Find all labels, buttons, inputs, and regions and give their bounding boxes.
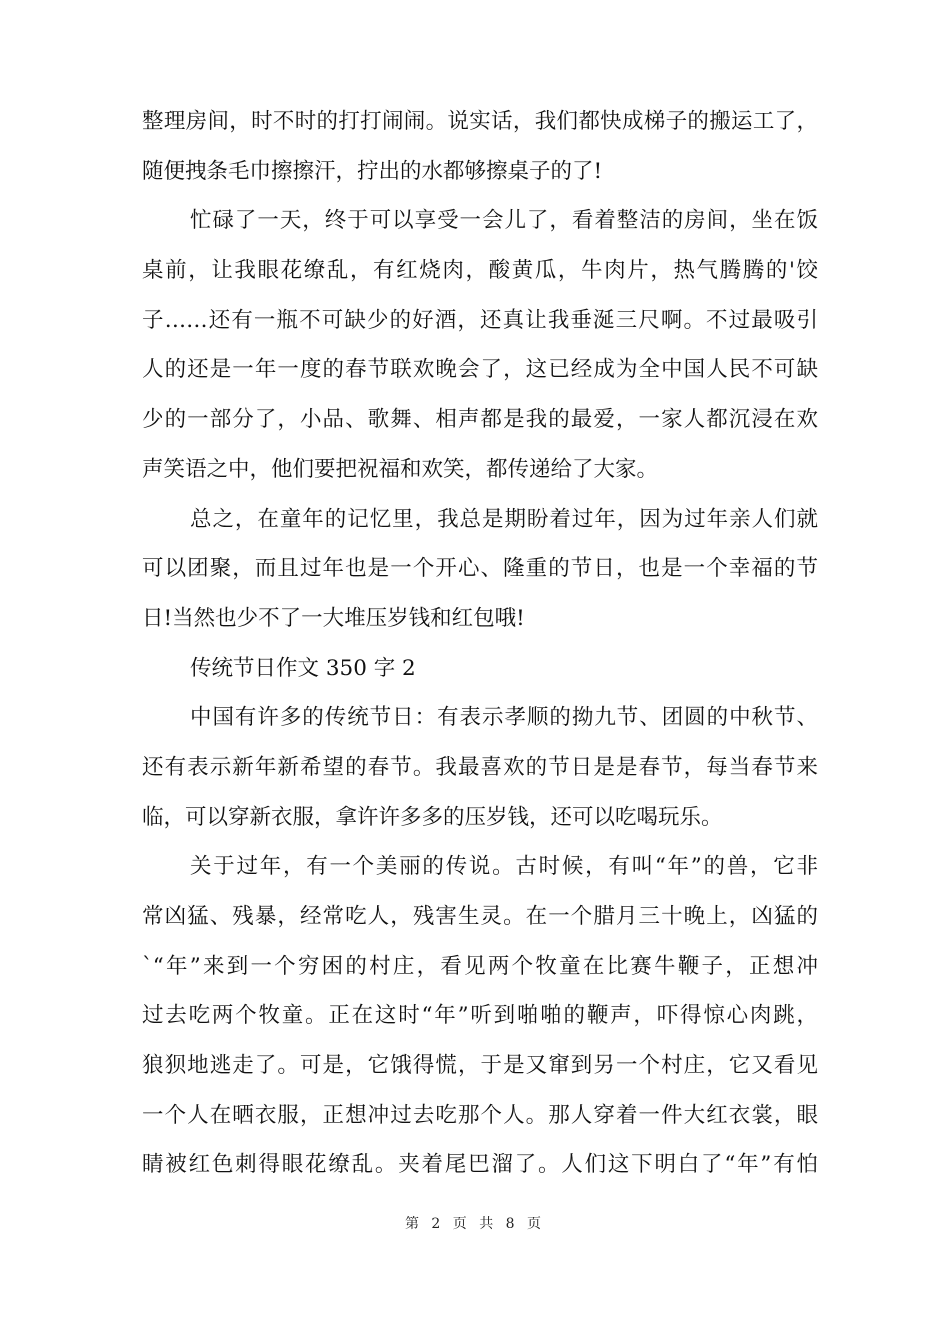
text-line: 临，可以穿新衣服，拿许许多多的压岁钱，还可以吃喝玩乐。	[142, 804, 723, 830]
text-line: 常凶猛、残暴，经常吃人，残害生灵。在一个腊月三十晚上，凶猛的	[142, 904, 818, 929]
text-line: 还有表示新年新希望的春节。我最喜欢的节日是是春节，每当春节来	[142, 754, 818, 780]
text-line: 一个人在晒衣服，正想冲过去吃那个人。那人穿着一件大红衣裳，眼	[142, 1102, 818, 1128]
text-line: 中国有许多的传统节日：有表示孝顺的拗九节、团圆的中秋节、	[190, 705, 818, 731]
text-line: 随便拽条毛巾擦擦汗，拧出的水都够擦桌子的了!	[142, 158, 603, 184]
text-line: 人的还是一年一度的春节联欢晚会了，这已经成为全中国人民不可缺	[142, 357, 818, 383]
text-line: 忙碌了一天，终于可以享受一会儿了，看着整洁的房间，坐在饭	[190, 208, 818, 234]
text-line: `“年”来到一个穷困的村庄，看见两个牧童在比赛牛鞭子，正想冲	[142, 953, 818, 979]
text-line: 少的一部分了，小品、歌舞、相声都是我的最爱，一家人都沉浸在欢	[142, 407, 818, 433]
text-line: 整理房间，时不时的打打闹闹。说实话，我们都快成梯子的搬运工了，	[142, 109, 818, 134]
text-line: 关于过年，有一个美丽的传说。古时候，有叫“年”的兽，它非	[190, 854, 818, 880]
text-line: 子……还有一瓶不可缺少的好酒，还真让我垂涎三尺啊。不过最吸引	[142, 307, 818, 333]
document-body	[142, 102, 818, 1195]
text-line: 传统节日作文 350 字 2	[190, 655, 416, 681]
text-line: 可以团聚，而且过年也是一个开心、隆重的节日，也是一个幸福的节	[142, 556, 818, 582]
text-line: 日!当然也少不了一大堆压岁钱和红包哦!	[142, 605, 525, 631]
text-line: 过去吃两个牧童。正在这时“年”听到啪啪的鞭声，吓得惊心肉跳，	[142, 1003, 818, 1029]
text-line: 睛被红色刺得眼花缭乱。夹着尾巴溜了。人们这下明白了“年”有怕	[142, 1152, 818, 1178]
text-line: 狼狈地逃走了。可是，它饿得慌，于是又窜到另一个村庄，它又看见	[142, 1053, 818, 1079]
text-line: 声笑语之中，他们要把祝福和欢笑，都传递给了大家。	[142, 456, 659, 482]
text-line: 总之，在童年的记忆里，我总是期盼着过年，因为过年亲人们就	[190, 506, 818, 532]
page-footer: 第 2 页 共 8 页	[404, 1216, 546, 1232]
text-line: 桌前，让我眼花缭乱，有红烧肉，酸黄瓜，牛肉片，热气腾腾的'饺	[142, 258, 818, 284]
